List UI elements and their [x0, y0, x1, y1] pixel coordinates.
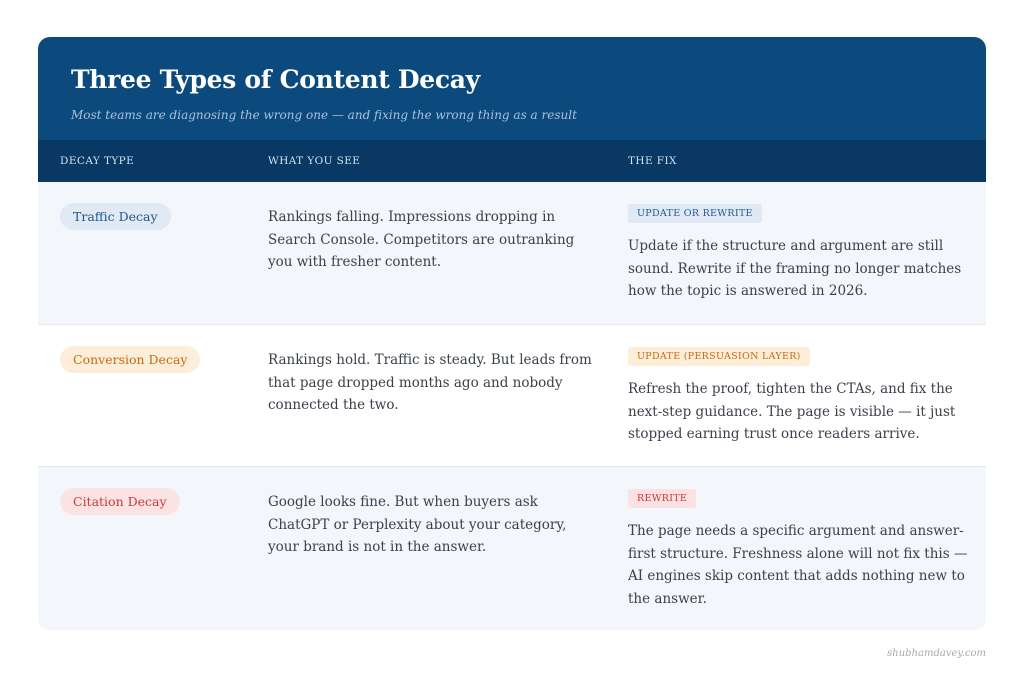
fix-text: Refresh the proof, tighten the CTAs, and fix the next-step guidance. The page is visible — it just stopped earning trust once readers arrive. [628, 381, 956, 442]
content-decay-card [38, 37, 986, 630]
fix-badge: REWRITE [628, 489, 696, 508]
what-you-see-text: Google looks fine. But when buyers ask ChatGPT or Perplexity about your category, your brand is not in the answer. [268, 494, 567, 555]
card-header [38, 37, 986, 140]
table-row [38, 466, 986, 630]
footer-credit: shubhamdavey.com [887, 648, 986, 659]
page-title: Three Types of Content Decay [71, 65, 480, 94]
column-header-the-fix: THE FIX [628, 155, 677, 167]
fix-text: Update if the structure and argument are still sound. Rewrite if the framing no longer matches how the topic is answered in 2026. [628, 238, 962, 299]
what-you-see-text: Rankings falling. Impressions dropping in Search Console. Competitors are outranking you with fresher content. [268, 209, 575, 270]
fix-badge: UPDATE OR REWRITE [628, 204, 762, 223]
decay-type-badge-traffic: Traffic Decay [60, 203, 171, 230]
table-header [38, 140, 986, 182]
column-header-what-you-see: WHAT YOU SEE [268, 155, 361, 167]
fix-text: The page needs a specific argument and answer-first structure. Freshness alone will not fix this — AI engines skip content that adds nothing new to the answer. [628, 523, 968, 607]
table-row [38, 182, 986, 324]
decay-type-badge-conversion: Conversion Decay [60, 346, 200, 373]
decay-type-badge-citation: Citation Decay [60, 488, 180, 515]
column-header-decay-type: DECAY TYPE [60, 155, 135, 167]
table-row [38, 324, 986, 466]
what-you-see-text: Rankings hold. Traffic is steady. But leads from that page dropped months ago and nobody connected the two. [268, 352, 592, 413]
fix-badge: UPDATE (PERSUASION LAYER) [628, 347, 810, 366]
page-subtitle: Most teams are diagnosing the wrong one — and fixing the wrong thing as a result [71, 108, 577, 122]
